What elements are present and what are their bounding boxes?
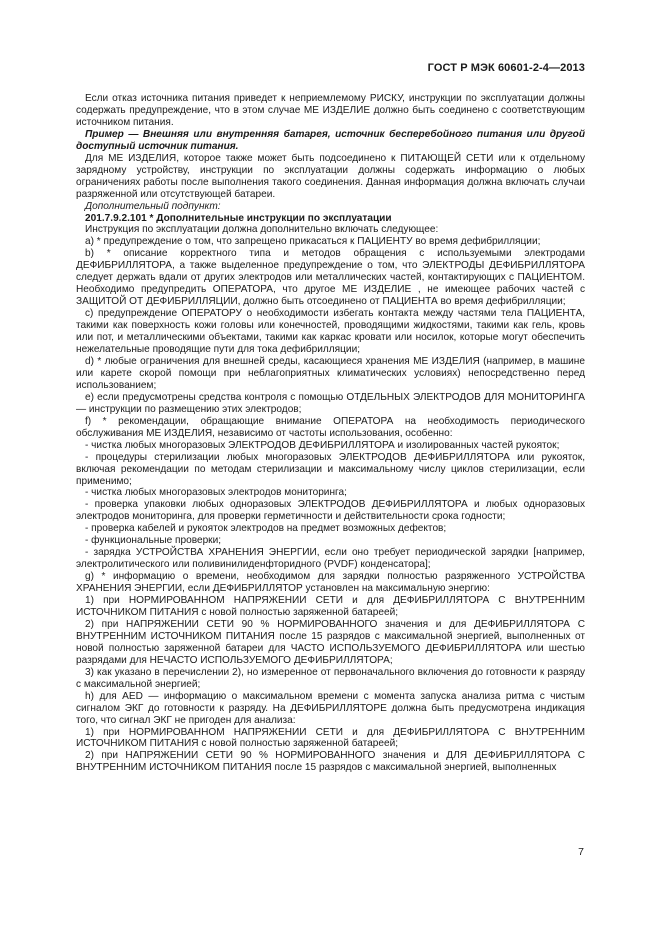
list-item-g-1: 1) при НОРМИРОВАННОМ НАПРЯЖЕНИИ СЕТИ и для ДЕФИБРИЛЛЯТОРА С ВНУТРЕННИМ ИСТОЧНИКОМ ПИТАНИЯ с новой полностью заряженной батареей; bbox=[76, 595, 585, 618]
list-item-g-3: 3) как указано в перечислении 2), но измеренное от первоначального включения до готовности к разряду с максимальной энергией; bbox=[76, 666, 585, 690]
paragraph-mains-connection: Для МЕ ИЗДЕЛИЯ, которое также может быть подсоединено к ПИТАЮЩЕЙ СЕТИ или к отдельному зарядному устройству, инструкции по эксплуатации должны содержать информацию о любых ограничениях работы после выполнения такого соединения. Данная информация должна включать случаи разряженной или отсутствующей батареи. bbox=[76, 152, 585, 200]
list-item-c: c) предупреждение ОПЕРАТОРУ о необходимости избегать контакта между частями тела ПАЦИЕНТА, такими как поверхность кожи головы или конечностей, проводящими жидкостями, такими как гель, кровь или пот, и металлическими объектами, такими как каркас кровати или носилок, которые могут обеспечить нежелательные проводящие пути для тока дефибрилляции; bbox=[76, 308, 585, 356]
paragraph-power-failure: Если отказ источника питания приведет к неприемлемому РИСКУ, инструкции по эксплуатации должны содержать предупреждение, что в этом случае МЕ ИЗДЕЛИЕ должно быть соединено с соответствующим источником питания. bbox=[76, 93, 585, 128]
list-item-g: g) * информацию о времени, необходимом для зарядки полностью разряженного УСТРОЙСТВА ХРАНЕНИЯ ЭНЕРГИИ, если ДЕФИБРИЛЛЯТОР установлен на максимальную энергию: bbox=[76, 571, 585, 595]
document-standard-header: ГОСТ Р МЭК 60601-2-4—2013 bbox=[427, 62, 585, 74]
document-body bbox=[76, 93, 585, 774]
list-item-g-2: 2) при НАПРЯЖЕНИИ СЕТИ 90 % НОРМИРОВАННОГО значения и для ДЕФИБРИЛЛЯТОРА С ВНУТРЕННИМ ИСТОЧНИКОМ ПИТАНИЯ после 15 разрядов с максимальной энергией, выполненных от новой полностью заряженной батареи для ЧАСТО ИСПОЛЬЗУЕМОГО ДЕФИБРИЛЛЯТОРА или шестью разрядами для НЕЧАСТО ИСПОЛЬЗУЕМОГО ДЕФИБРИЛЛЯТОРА; bbox=[76, 618, 585, 666]
list-item-f: f) * рекомендации, обращающие внимание ОПЕРАТОРА на необходимость периодического обслуживания МЕ ИЗДЕЛИЯ, независимо от частоты использования, особенно: bbox=[76, 415, 585, 439]
list-item-h: h) для AED — информацию о максимальном времени с момента запуска анализа ритма с чистым сигналом ЭКГ до готовности к разряду. На ДЕФИБРИЛЛЯТОРЕ должна быть предусмотрена индикация того, что сигнал ЭКГ не пригоден для анализа: bbox=[76, 690, 585, 726]
list-item-f-dash-7: - зарядка УСТРОЙСТВА ХРАНЕНИЯ ЭНЕРГИИ, если оно требует периодической зарядки [например, электролитического или поливинилиденфторидного (PVDF) конденсатора]; bbox=[76, 547, 585, 571]
paragraph-example-battery: Пример — Внешняя или внутренняя батарея, источник бесперебойного питания или другой доступный источник питания. bbox=[76, 128, 585, 152]
list-item-e: e) если предусмотрены средства контроля с помощью ОТДЕЛЬНЫХ ЭЛЕКТРОДОВ ДЛЯ МОНИТОРИНГА — инструкции по размещению этих электродов; bbox=[76, 391, 585, 415]
list-item-h-2: 2) при НАПРЯЖЕНИИ СЕТИ 90 % НОРМИРОВАННОГО значения и ДЛЯ ДЕФИБРИЛЛЯТОРА С ВНУТРЕННИМ ИСТОЧНИКОМ ПИТАНИЯ после 15 разрядов с максимальной энергией, выполненных bbox=[76, 750, 585, 774]
section-heading-201-7-9-2-101: 201.7.9.2.101 * Дополнительные инструкции по эксплуатации bbox=[85, 212, 392, 224]
list-item-f-dash-3: - чистка любых многоразовых электродов мониторинга; bbox=[85, 487, 347, 499]
page-number: 7 bbox=[578, 846, 584, 858]
list-item-f-dash-2: - процедуры стерилизации любых многоразовых ЭЛЕКТРОДОВ ДЕФИБРИЛЛЯТОРА или рукояток, включая рекомендации по методам стерилизации и максимальному числу циклов стерилизации, если применимо; bbox=[76, 451, 585, 487]
paragraph-additional-subclause: Дополнительный подпункт: bbox=[85, 200, 221, 212]
list-item-a: a) * предупреждение о том, что запрещено прикасаться к ПАЦИЕНТУ во время дефибрилляции; bbox=[85, 236, 541, 248]
list-item-f-dash-5: - проверка кабелей и рукояток электродов на предмет возможных дефектов; bbox=[85, 523, 447, 535]
list-item-b: b) * описание корректного типа и методов обращения с используемыми электродами ДЕФИБРИЛЛЯТОРА, а также выделенное предупреждение о том, что ЭЛЕКТРОДЫ ДЕФИБРИЛЛЯТОРА следует держать вдали от других электродов или металлических частей, контактирующих с ПАЦИЕНТОМ. Необходимо предупредить ОПЕРАТОРА, что другое МЕ ИЗДЕЛИЕ , не имеющее рабочих частей с ЗАЩИТОЙ ОТ ДЕФИБРИЛЛЯЦИИ, должно быть отсоединено от ПАЦИЕНТА во время дефибрилляции; bbox=[76, 248, 585, 308]
list-item-d: d) * любые ограничения для внешней среды, касающиеся хранения МЕ ИЗДЕЛИЯ (например, в машине или карете скорой помощи при неблагоприятных климатических условиях) непосредственно перед использованием; bbox=[76, 355, 585, 391]
paragraph-instructions-intro: Инструкция по эксплуатации должна дополнительно включать следующее: bbox=[85, 224, 439, 236]
list-item-f-dash-4: - проверка упаковки любых одноразовых ЭЛЕКТРОДОВ ДЕФИБРИЛЛЯТОРА и любых одноразовых электродов мониторинга, для проверки герметичности и действительности срока годности; bbox=[76, 499, 585, 523]
list-item-h-1: 1) при НОРМИРОВАННОМ НАПРЯЖЕНИИ СЕТИ и для ДЕФИБРИЛЛЯТОРА С ВНУТРЕННИМ ИСТОЧНИКОМ ПИТАНИЯ с новой полностью заряженной батареей; bbox=[76, 726, 585, 750]
list-item-f-dash-6: - функциональные проверки; bbox=[85, 535, 222, 547]
list-item-f-dash-1: - чистка любых многоразовых ЭЛЕКТРОДОВ ДЕФИБРИЛЛЯТОРА и изолированных частей рукояток; bbox=[85, 439, 560, 451]
